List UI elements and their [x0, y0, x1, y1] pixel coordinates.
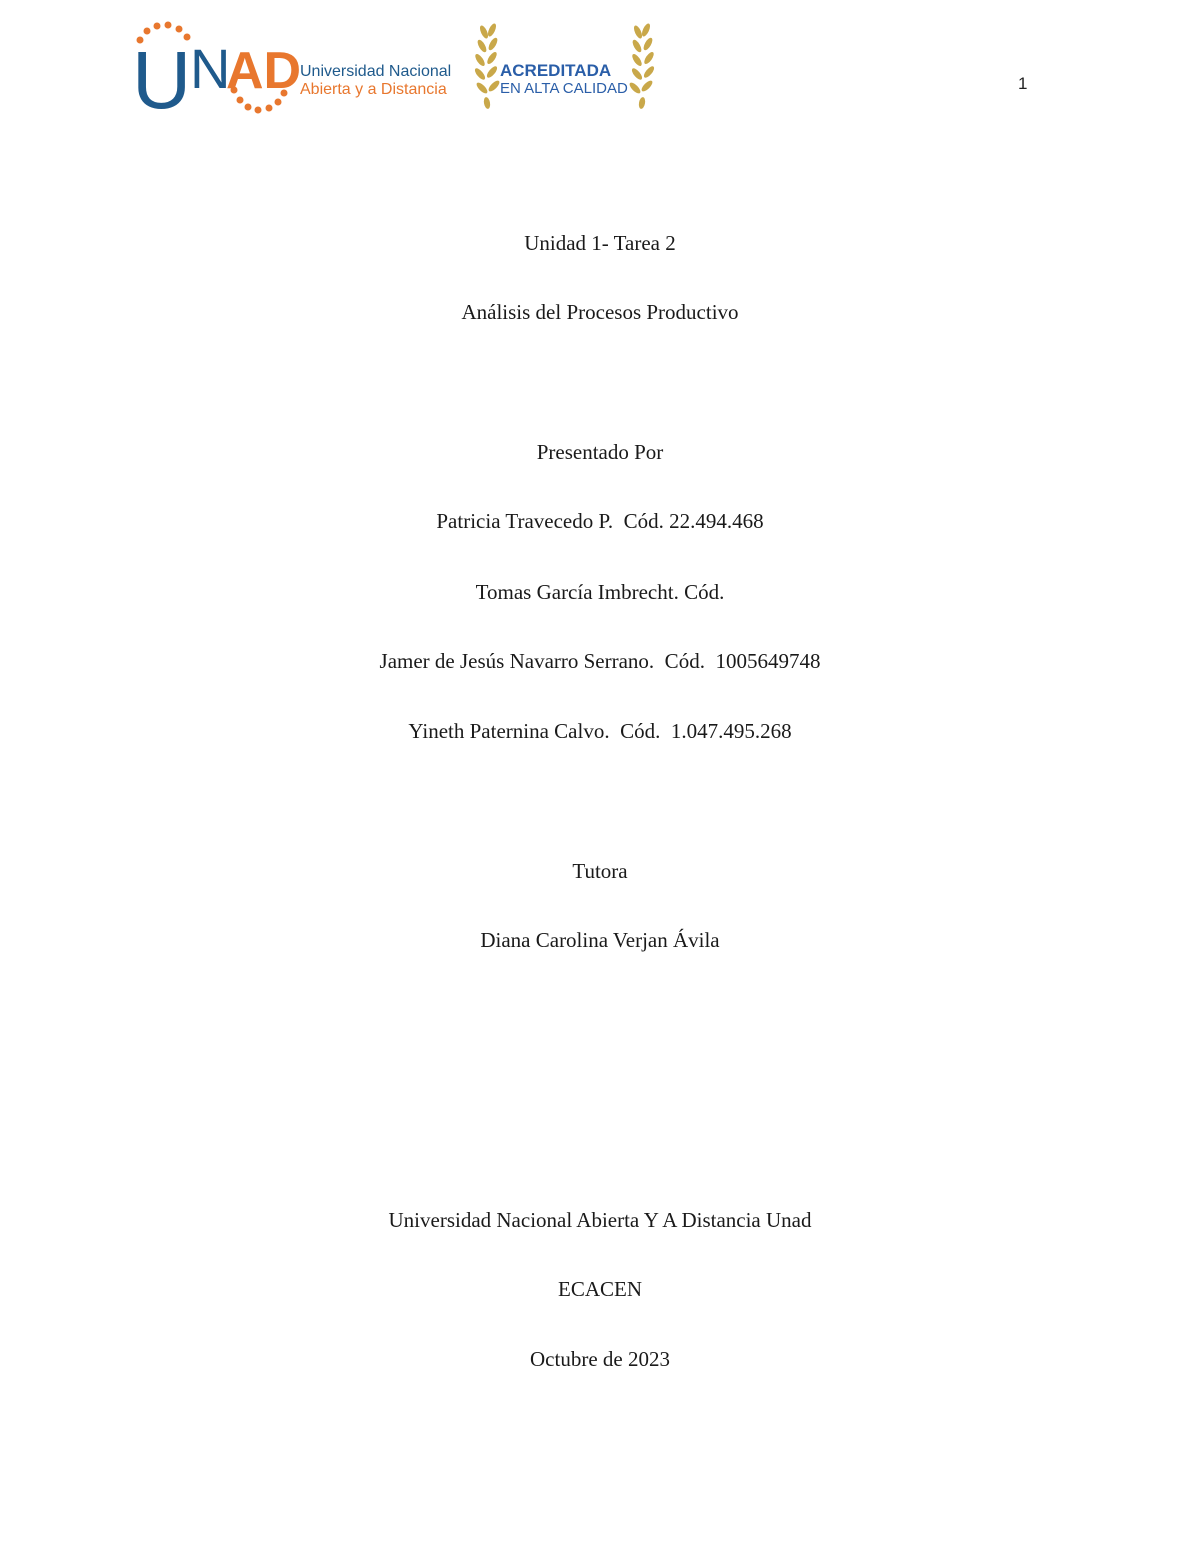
- logo-university-line1: Universidad Nacional: [300, 63, 452, 80]
- page-number: 1: [1018, 74, 1028, 93]
- author-line: Yineth Paternina Calvo. Cód. 1.047.495.268: [408, 719, 792, 743]
- logo-accreditation-line2: EN ALTA CALIDAD: [500, 80, 628, 97]
- laurel-left-icon: [473, 22, 501, 109]
- author-line: Tomas García Imbrecht. Cód.: [475, 580, 725, 604]
- logo-university-line2: Abierta y a Distancia: [300, 81, 447, 98]
- author-line: Jamer de Jesús Navarro Serrano. Cód. 1005649748: [379, 649, 821, 673]
- laurel-right-icon: [628, 22, 656, 109]
- document-date: Octubre de 2023: [530, 1347, 670, 1371]
- presented-by-label: Presentado Por: [536, 440, 664, 464]
- logo-letters-ad: AD: [226, 42, 302, 100]
- tutor-label: Tutora: [572, 859, 628, 883]
- school-name: ECACEN: [558, 1277, 642, 1301]
- document-title: Análisis del Procesos Productivo: [461, 300, 739, 324]
- unit-task: Unidad 1- Tarea 2: [524, 231, 676, 255]
- unad-logo: [130, 18, 670, 118]
- author-line: Patricia Travecedo P. Cód. 22.494.468: [436, 509, 764, 533]
- logo-letter-u: U: [132, 35, 192, 118]
- logo-accreditation-line1: ACREDITADA: [500, 61, 612, 80]
- tutor-name: Diana Carolina Verjan Ávila: [480, 928, 720, 952]
- university-name: Universidad Nacional Abierta Y A Distancia Unad: [388, 1208, 812, 1232]
- logo-letter-n: N: [190, 37, 231, 100]
